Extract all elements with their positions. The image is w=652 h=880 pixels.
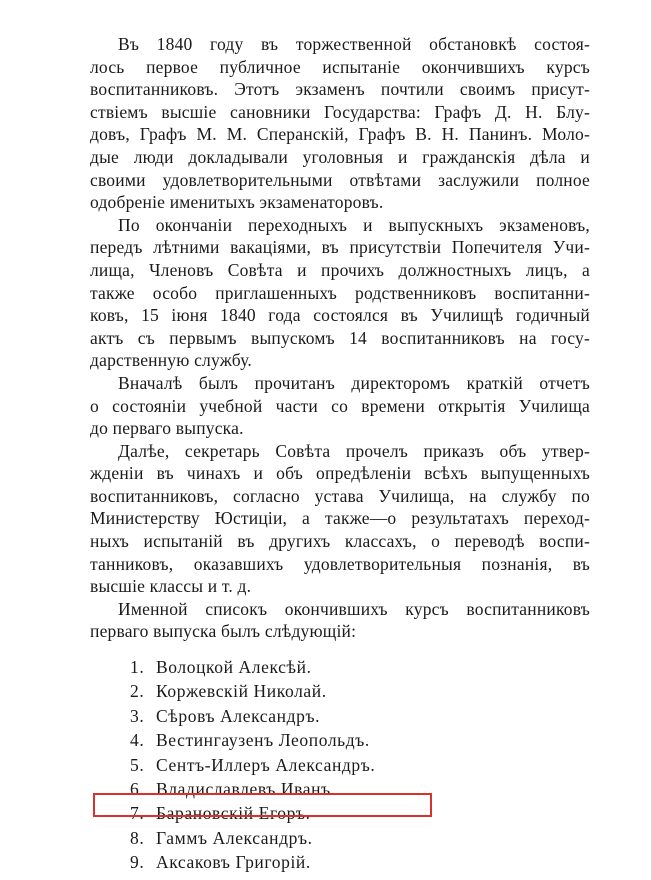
list-item bbox=[130, 850, 530, 874]
text-line: воспитанниковъ, согласно устава Училища, на службу по bbox=[90, 485, 590, 506]
list-item-name: Вестингаузенъ Леопольдъ. bbox=[156, 730, 370, 751]
text-line: довъ, Графъ М. М. Сперанскій, Графъ В. Н. Панинъ. Моло- bbox=[90, 124, 590, 145]
highlight-box bbox=[93, 793, 432, 817]
graduates-list bbox=[130, 655, 530, 875]
text-line: актъ съ первымъ выпускомъ 14 воспитанниковъ на госу- bbox=[90, 327, 590, 348]
list-item bbox=[130, 826, 530, 850]
list-item-number: 5. bbox=[130, 754, 145, 775]
text-line: своими удовлетворительными отвѣтами заслужили полное bbox=[90, 169, 590, 190]
list-item-name: Барановскій Егоръ. bbox=[156, 803, 311, 824]
text-line: передъ лѣтними вакаціями, въ присутствіи Попечителя Учи- bbox=[90, 237, 590, 258]
body-text bbox=[90, 33, 590, 643]
text-line: дые люди докладывали уголовныя и гражданскія дѣла и bbox=[90, 146, 590, 167]
text-line: перваго выпуска былъ слѣдующій: bbox=[90, 621, 357, 642]
text-line: одобреніе именитыхъ экзаменаторовъ. bbox=[90, 192, 384, 213]
list-item-name: Волоцкой Алексѣй. bbox=[156, 657, 312, 677]
text-line: По окончаніи переходныхъ и выпускныхъ экзаменовъ, bbox=[118, 214, 590, 235]
list-item-name: Гаммъ Александръ. bbox=[156, 827, 313, 848]
list-item-number: 8. bbox=[130, 827, 145, 848]
list-item bbox=[130, 728, 530, 752]
text-line: также особо приглашенныхъ родственниковъ воспитанни- bbox=[90, 282, 590, 303]
text-line: Вначалѣ былъ прочитанъ директоромъ краткій отчетъ bbox=[118, 372, 590, 393]
list-item-number: 6. bbox=[130, 778, 145, 799]
list-item-number: 7. bbox=[130, 803, 145, 824]
text-line: танниковъ, оказавшихъ удовлетворительныя познанія, въ bbox=[90, 553, 590, 574]
text-line: Далѣе, секретарь Совѣта прочелъ приказъ объ утвер- bbox=[118, 440, 590, 461]
list-item-name: Владиславлевъ Иванъ. bbox=[156, 778, 336, 799]
list-item-number: 2. bbox=[130, 681, 145, 702]
text-line: ныхъ испытаній въ другихъ классахъ, о переводѣ воспи- bbox=[90, 531, 590, 552]
list-item bbox=[130, 655, 530, 679]
text-line: воспитанниковъ. Этотъ экзаменъ почтили своимъ присут- bbox=[90, 79, 590, 100]
text-line: до перваго выпуска. bbox=[90, 418, 244, 439]
list-item-number: 4. bbox=[130, 730, 145, 751]
list-item-number: 9. bbox=[130, 852, 145, 873]
text-line: ковъ, 15 іюня 1840 года состоялся въ Училищѣ годичный bbox=[90, 305, 590, 326]
list-item-number: 3. bbox=[130, 705, 145, 726]
text-line: ствіемъ высшіе сановники Государства: Графъ Д. Н. Блу- bbox=[90, 101, 590, 122]
text-line: лища, Членовъ Совѣта и прочихъ должностныхъ лицъ, а bbox=[90, 259, 590, 280]
text-line: Министерству Юстиціи, а также—о результатахъ переход- bbox=[90, 508, 590, 529]
text-line: о состояніи учебной части со времени открытія Училища bbox=[90, 395, 590, 416]
text-line: Въ 1840 году въ торжественной обстановкѣ состоя- bbox=[118, 34, 590, 54]
text-line: дарственную службу. bbox=[90, 350, 252, 371]
list-item bbox=[130, 704, 530, 728]
list-item-name: Сѣровъ Александръ. bbox=[156, 705, 321, 726]
list-item-name: Коржевскій Николай. bbox=[156, 681, 327, 702]
text-line: жденіи въ чинахъ и объ опредѣленіи всѣхъ выпущенныхъ bbox=[90, 463, 590, 484]
list-item-name: Сентъ-Иллеръ Александръ. bbox=[156, 754, 376, 775]
text-line: лось первое публичное испытаніе окончившихъ курсъ bbox=[90, 56, 590, 77]
text-line: Именной списокъ окончившихъ курсъ воспитанниковъ bbox=[118, 598, 590, 619]
list-item bbox=[130, 679, 530, 703]
list-item bbox=[130, 753, 530, 777]
text-line: высшіе классы и т. д. bbox=[90, 576, 252, 597]
list-item-number: 1. bbox=[130, 657, 145, 677]
list-item-name: Аксаковъ Григорій. bbox=[156, 852, 311, 873]
